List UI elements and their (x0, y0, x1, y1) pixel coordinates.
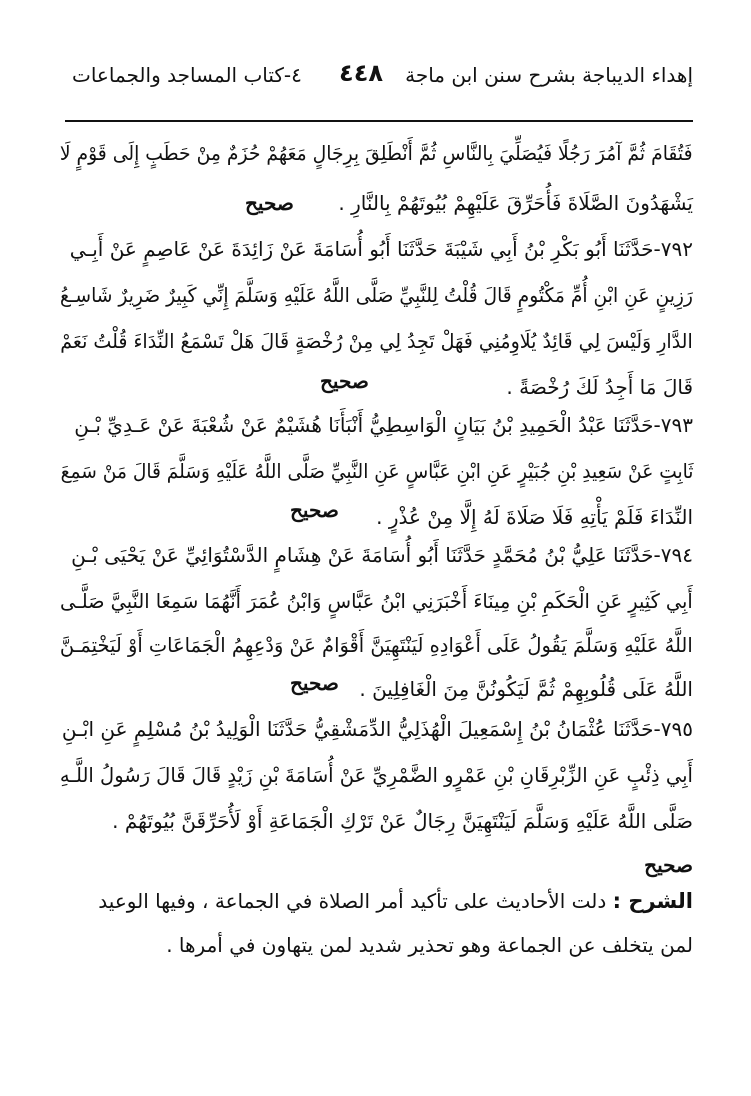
hadith-794-line: ٧٩٤-حَدَّثَنَا عَلِيُّ بْنُ مُحَمَّدٍ حَدَّثَنَا أَبُو أُسَامَةَ عَنْ هِشَامٍ الدَّسْتُوَائِيِّ عَنْ يَحْيَى بْـنِ (71, 543, 693, 567)
sharh-text: لمن يتخلف عن الجماعة وهو تحذير شديد لمن يتهاون في أمرها . (166, 933, 693, 957)
text-line: الدَّارِ وَلَيْسَ لِي قَائِدٌ يُلَاوِمُنِي فَهَلْ تَجِدُ لِي مِنْ رُخْصَةٍ قَالَ هَلْ تَسْمَعُ النِّدَاءَ قُلْتُ نَعَمْ (60, 329, 693, 353)
grade-sahih: صحيح (290, 498, 339, 522)
book-title: إهداء الديباجة بشرح سنن ابن ماجة (405, 63, 693, 87)
text-line: اللَّهُ عَلَيْهِ وَسَلَّمَ يَقُولُ عَلَى أَعْوَادِهِ لَيَنْتَهِيَنَّ أَقْوَامٌ عَنْ وَدْعِهِمُ الْجَمَاعَاتِ أَوْ لَيَخْتِمَـنَّ (60, 633, 693, 657)
text-line: أَبِي ذِئْبٍ عَنِ الزِّبْرِقَانِ بْنِ عَمْرٍو الضَّمْرِيِّ عَنْ أُسَامَةَ بْنِ زَيْدٍ قَالَ قَالَ رَسُولُ اللَّـهِ (59, 763, 693, 787)
text-line: يَشْهَدُونَ الصَّلَاةَ فَأُحَرِّقَ عَلَيْهِمْ بُيُوتَهُمْ بِالنَّارِ . (338, 191, 693, 215)
text-line: النِّدَاءَ فَلَمْ يَأْتِهِ فَلَا صَلَاةَ لَهُ إِلَّا مِنْ عُذْرٍ . (376, 505, 693, 529)
grade-sahih: صحيح (290, 671, 339, 695)
text-line: اللَّهُ عَلَى قُلُوبِهِمْ ثُمَّ لَيَكُونُنَّ مِنَ الْغَافِلِينَ . (359, 677, 693, 701)
chapter-title: ٤-كتاب المساجد والجماعات (72, 63, 302, 87)
hadith-792-line: ٧٩٢-حَدَّثَنَا أَبُو بَكْرِ بْنُ أَبِي شَيْبَةَ حَدَّثَنَا أَبُو أُسَامَةَ عَنْ زَائِدَةَ عَنْ عَاصِمٍ عَنْ أَبِـي (69, 237, 693, 261)
header-divider (65, 120, 693, 122)
grade-sahih: صحيح (644, 853, 693, 877)
text-line: ثَابِتٍ عَنْ سَعِيدِ بْنِ جُبَيْرٍ عَنِ ابْنِ عَبَّاسٍ عَنِ النَّبِيِّ صَلَّى اللَّهُ عَلَيْهِ وَسَلَّمَ قَالَ مَنْ سَمِعَ (60, 459, 693, 483)
page-number: ٤٤٨ (339, 59, 383, 87)
page-header (72, 58, 693, 92)
sharh-text: دلت الأحاديث على تأكيد أمر الصلاة في الجماعة ، وفيها الوعيد (98, 889, 607, 913)
text-line: قَالَ مَا أَجِدُ لَكَ رُخْصَةً . (506, 375, 693, 399)
hadith-793-line: ٧٩٣-حَدَّثَنَا عَبْدُ الْحَمِيدِ بْنُ بَيَانٍ الْوَاسِطِيُّ أَنْبَأَنَا هُشَيْمٌ عَنْ شُعْبَةَ عَنْ عَـدِيِّ بْـنِ (74, 413, 693, 437)
sharh-label: الشرح : (612, 889, 693, 913)
grade-sahih: صحيح (245, 191, 294, 215)
sharh-line (58, 932, 693, 958)
text-line: فَتُقَامَ ثُمَّ آمُرَ رَجُلًا فَيُصَلِّيَ بِالنَّاسِ ثُمَّ أَنْطَلِقَ بِرِجَالٍ مَعَهُمْ حُزَمٌ مِنْ حَطَبٍ إِلَى قَوْمٍ لَا (60, 141, 693, 165)
text-line: أَبِي كَثِيرٍ عَنِ الْحَكَمِ بْنِ مِينَاءَ أَخْبَرَنِي ابْنُ عَبَّاسٍ وَابْنُ عُمَرَ أَنَّهُمَا سَمِعَا النَّبِيَّ صَلَّـى (60, 589, 693, 613)
text-line: رَزِينٍ عَنِ ابْنِ أُمِّ مَكْتُومٍ قَالَ قُلْتُ لِلنَّبِيِّ صَلَّى اللَّهُ عَلَيْهِ وَسَلَّمَ إِنِّي كَبِيرٌ ضَرِيرٌ شَاسِـعُ (60, 283, 693, 307)
grade-sahih: صحيح (320, 369, 369, 393)
hadith-795-line: ٧٩٥-حَدَّثَنَا عُثْمَانُ بْنُ إِسْمَعِيلَ الْهُذَلِيُّ الدِّمَشْقِيُّ حَدَّثَنَا الْوَلِيدُ بْنُ مُسْلِمٍ عَنِ ابْـنِ (61, 717, 693, 741)
text-line: صَلَّى اللَّهُ عَلَيْهِ وَسَلَّمَ لَيَنْتَهِيَنَّ رِجَالٌ عَنْ تَرْكِ الْجَمَاعَةِ أَوْ لَأُحَرِّقَنَّ بُيُوتَهُمْ . (112, 809, 693, 833)
sharh-line (58, 888, 693, 914)
